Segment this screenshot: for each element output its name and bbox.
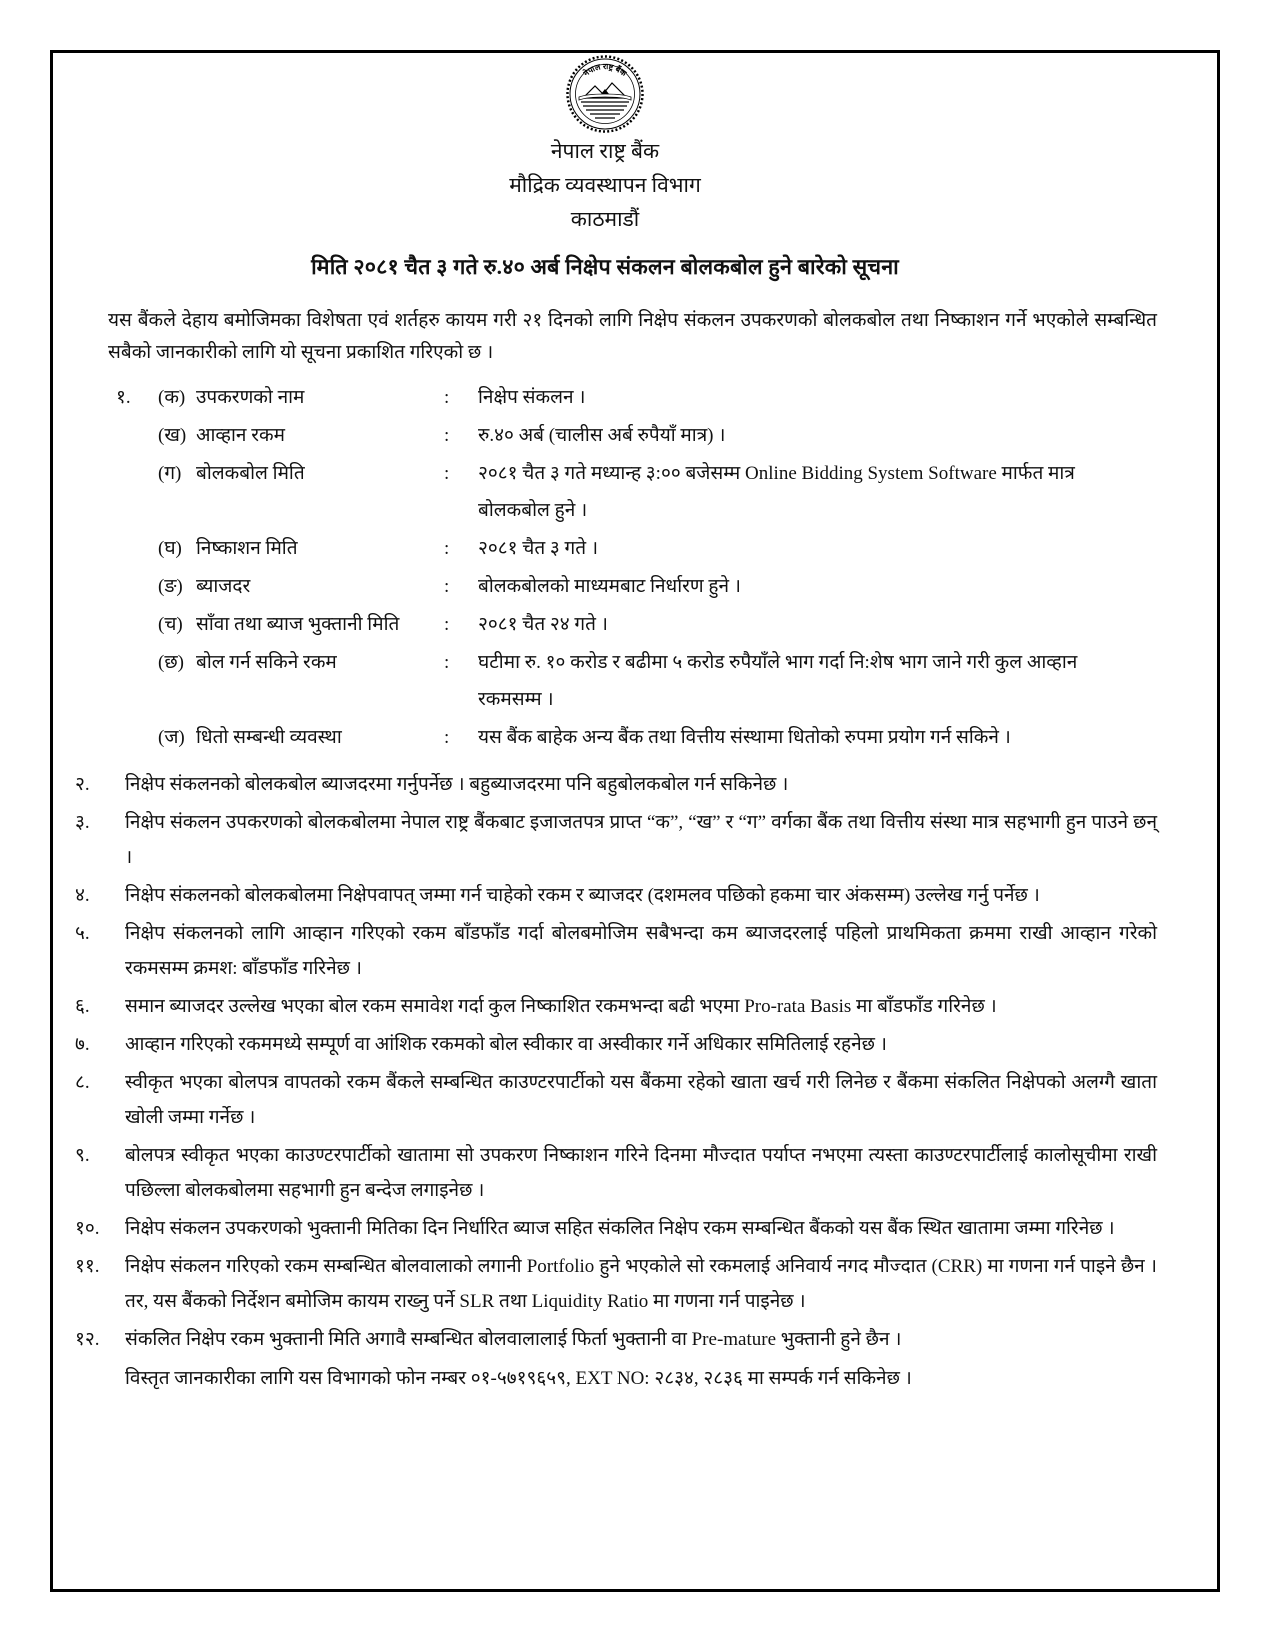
spec-table [158,379,1157,757]
spec-value: २०८१ चैत २४ गते । [478,614,608,635]
list-item [75,1065,1157,1135]
item-text: समान ब्याजदर उल्लेख भएका बोल रकम समावेश गर्दा कुल निष्काशित रकमभन्दा बढी भएमा Pro-rata Basis मा बाँडफाँड गरिनेछ । [125,996,997,1017]
spec-label: साँवा तथा ब्याज भुक्तानी मिति [196,614,400,635]
letterhead [53,53,1157,236]
item-text: निक्षेप संकलनको बोलकबोल ब्याजदरमा गर्नुपर्नेछ । बहुब्याजदरमा पनि बहुबोलकबोल गर्न सकिनेछ । [125,774,789,795]
spec-letter: (ङ) [158,576,183,597]
spec-letter: (क) [158,387,186,408]
spec-label: बोल गर्न सकिने रकम [196,652,337,673]
department-name: मौद्रिक व्यवस्थापन विभाग [509,173,701,197]
spec-colon: : [444,463,450,484]
spec-label: बोलकबोल मिति [196,463,305,484]
list-item [75,1027,1157,1062]
spec-label: निष्काशन मिति [196,538,298,559]
spec-value: रु.४० अर्ब (चालीस अर्ब रुपैयाँ मात्र) । [478,425,726,446]
spec-label: आव्हान रकम [196,425,285,446]
conditions-list [53,767,1157,1357]
item-text: बोलपत्र स्वीकृत भएका काउण्टरपार्टीको खातामा सो उपकरण निष्काशन गरिने दिनमा मौज्दात पर्याप्त नभएमा त्यस्ता काउण्टरपार्टीलाई कालोसूचीमा राखी पछिल्ला बोलकबोलमा सहभागी हुन बन्देज लगाइनेछ । [125,1145,1157,1201]
item-text: निक्षेप संकलन उपकरणको भुक्तानी मितिका दिन निर्धारित ब्याज सहित संकलित निक्षेप रकम सम्बन्धित बैंकको यस बैंक स्थित खातामा जम्मा गरिनेछ । [125,1218,1115,1239]
spec-letter: (ख) [158,425,187,446]
spec-label: धितो सम्बन्धी व्यवस्था [196,727,342,748]
list-item [75,878,1157,913]
spec-value: २०८१ चैत ३ गते मध्यान्ह ३:०० बजेसम्म Online Bidding System Software मार्फत मात्र बोलकबोल हुने । [478,463,1075,521]
spec-colon: : [444,387,450,408]
spec-colon: : [444,727,450,748]
item-text: स्वीकृत भएका बोलपत्र वापतको रकम बैंकले सम्बन्धित काउण्टरपार्टीको यस बैंकमा रहेको खाता खर्च गरी लिनेछ र बैंकमा संकलित निक्षेपको अलग्गै खाता खोली जम्मा गर्नेछ । [125,1072,1157,1128]
svg-text:नेपाल राष्ट्र बैंक: नेपाल राष्ट्र बैंक [581,61,629,79]
spec-colon: : [444,652,450,673]
spec-letter: (ज) [158,727,185,748]
item-number: ३. [75,812,90,833]
list-item [75,1249,1157,1319]
item-number: ६. [75,996,90,1017]
item-text: निक्षेप संकलनको बोलकबोलमा निक्षेपवापत् जम्मा गर्न चाहेको रकम र ब्याजदर (दशमलव पछिको हकमा चार अंकसम्म) उल्लेख गर्नु पर्नेछ । [125,885,1040,906]
item-number: ५. [75,923,90,944]
item-text: निक्षेप संकलन गरिएको रकम सम्बन्धित बोलवालाको लगानी Portfolio हुने भएकोले सो रकमलाई अनिवार्य नगद मौज्दात (CRR) मा गणना गर्न पाइने छैन । तर, यस बैंकको निर्देशन बमोजिम कायम राख्नु पर्ने SLR तथा Liquidity Ratio मा गणना गर्न पाइनेछ । [125,1256,1157,1312]
item-number: १०. [75,1218,100,1239]
spec-value: २०८१ चैत ३ गते । [478,538,599,559]
city-name: काठमाडौं [570,207,640,231]
item-text: आव्हान गरिएको रकममध्ये सम्पूर्ण वा आंशिक रकमको बोल स्वीकार वा अस्वीकार गर्ने अधिकार समितिलाई रहनेछ । [125,1034,887,1055]
bank-seal-icon [53,53,1157,134]
list-item [75,1211,1157,1246]
spec-letter: (च) [158,614,183,635]
spec-colon: : [444,614,450,635]
item-number: ८. [75,1072,90,1093]
spec-colon: : [444,576,450,597]
list-item [75,989,1157,1024]
spec-letter: (ग) [158,463,182,484]
spec-letter: (छ) [158,652,184,673]
notice-page-border [50,50,1220,1592]
item-number: १२. [75,1329,100,1350]
spec-letter: (घ) [158,538,182,559]
spec-colon: : [444,538,450,559]
item-number: १. [116,387,131,408]
item-text: निक्षेप संकलनको लागि आव्हान गरिएको रकम बाँडफाँड गर्दा बोलबमोजिम सबैभन्दा कम ब्याजदरलाई पहिलो प्राथमिकता क्रममा राखी आव्हान गरेको रकमसम्म क्रमश: बाँडफाँड गरिनेछ । [125,923,1157,979]
item-number: २. [75,774,90,795]
list-item [75,1138,1157,1208]
spec-value: बोलकबोलको माध्यमबाट निर्धारण हुने । [478,576,741,597]
item-text: निक्षेप संकलन उपकरणको बोलकबोलमा नेपाल राष्ट्र बैंकबाट इजाजतपत्र प्राप्त “क”, “ख” र “ग” वर्गका बैंक तथा वित्तीय संस्था मात्र सहभागी हुन पाउने छन् । [125,812,1157,868]
spec-label: उपकरणको नाम [196,387,305,408]
list-item [75,916,1157,986]
bank-name: नेपाल राष्ट्र बैंक [550,139,660,163]
item-1 [116,379,1157,757]
item-text: संकलित निक्षेप रकम भुक्तानी मिति अगावै सम्बन्धित बोलवालालाई फिर्ता भुक्तानी वा Pre-mature भुक्तानी हुने छैन । [125,1329,902,1350]
intro-paragraph: यस बैंकले देहाय बमोजिमका विशेषता एवं शर्तहरु कायम गरी २१ दिनको लागि निक्षेप संकलन उपकरणको बोलकबोल तथा निष्काशन गर्ने भएकोले सम्बन्धित सबैको जानकारीको लागि यो सूचना प्रकाशित गरिएको छ । [108,310,1157,363]
spec-value: निक्षेप संकलन । [478,387,586,408]
list-item [75,767,1157,802]
contact-note: विस्तृत जानकारीका लागि यस विभागको फोन नम्बर ०१-५७१९६५९, EXT NO: २८३४, २८३६ मा सम्पर्क गर्न सकिनेछ । [125,1368,912,1389]
spec-label: ब्याजदर [196,576,251,597]
spec-value: घटीमा रु. १० करोड र बढीमा ५ करोड रुपैयाँले भाग गर्दा नि:शेष भाग जाने गरी कुल आव्हान रकमसम्म । [478,652,1078,710]
spec-colon: : [444,425,450,446]
item-number: ११. [75,1256,100,1277]
notice-content [53,53,1217,1396]
notice-title: मिति २०८१ चैत ३ गते रु.४० अर्ब निक्षेप संकलन बोलकबोल हुने बारेको सूचना [311,255,899,279]
spec-value: यस बैंक बाहेक अन्य बैंक तथा वित्तीय संस्थामा धितोको रुपमा प्रयोग गर्न सकिने । [478,727,1011,748]
item-number: ९. [75,1145,90,1166]
list-item [75,1322,1157,1357]
item-number: ४. [75,885,90,906]
list-item [75,805,1157,875]
item-number: ७. [75,1034,90,1055]
